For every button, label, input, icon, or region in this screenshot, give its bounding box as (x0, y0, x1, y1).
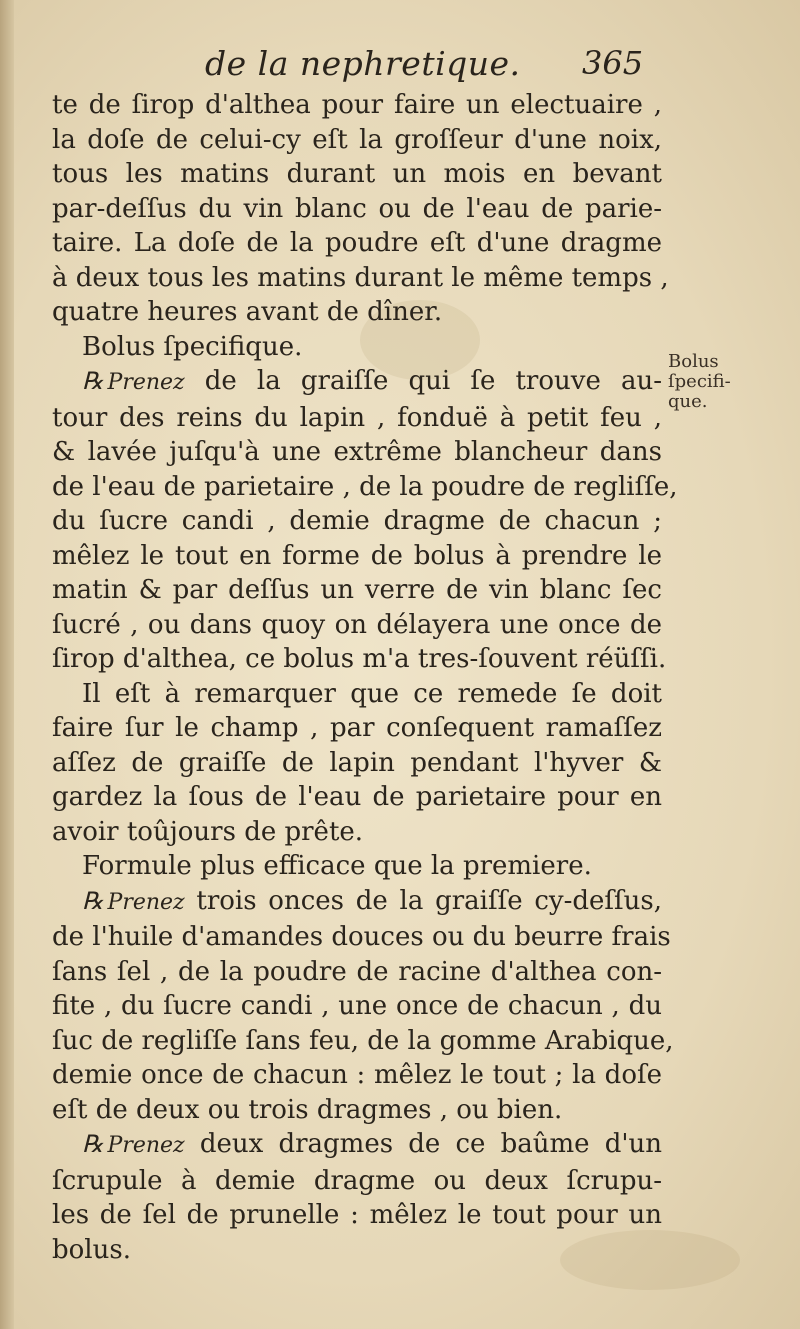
text-line (52, 677, 662, 712)
text-line (52, 608, 662, 643)
line-text: par-deſſus du vin blanc ou de l'eau de parie- (52, 193, 662, 224)
text-line (52, 642, 667, 677)
text-line (52, 1233, 662, 1268)
text-line (52, 261, 669, 296)
line-text: de l'huile d'amandes douces ou du beurre frais (52, 922, 671, 952)
line-text: Il eſt à remarquer que ce remede ſe doit (82, 678, 662, 709)
line-text: les de ſel de prunelle : mêlez le tout pour un (52, 1200, 662, 1230)
text-line (52, 955, 662, 990)
margin-note (668, 352, 738, 412)
line-text: à deux tous les matins durant le même temps , (52, 262, 669, 293)
text-line (52, 295, 662, 330)
line-text: tour des reins du lapin , fonduë à petit feu , (52, 402, 662, 433)
line-text: ſans ſel , de la poudre de racine d'althea con- (52, 956, 662, 987)
text-line (52, 88, 662, 123)
line-text: ſcrupule à demie dragme ou deux ſcrupu- (52, 1165, 662, 1196)
recipe-symbol-icon: ℞ (82, 367, 104, 395)
line-text: Bolus ſpecifique. (82, 331, 303, 362)
line-text: mêlez le tout en forme de bolus à prendre le (52, 540, 662, 571)
line-text: demie once de chacun : mêlez le tout ; la doſe (52, 1060, 662, 1090)
text-line (52, 364, 662, 401)
page-number: 365 (582, 44, 644, 82)
line-text: faire ſur le champ , par conſequent ramaſſez (52, 713, 662, 743)
text-line (52, 192, 662, 227)
text-line (52, 780, 662, 815)
recipe-word: Prenez (107, 889, 185, 915)
text-line (52, 226, 662, 261)
line-text: ſucré , ou dans quoy on délayera une once de (52, 609, 662, 640)
line-text: gardez la ſous de l'eau de parietaire pour en (52, 782, 662, 812)
line-text: matin & par deſſus un verre de vin blanc ſec (52, 575, 662, 605)
margin-note-line: Bolus (668, 351, 719, 372)
text-line (52, 1058, 662, 1093)
text-line (52, 989, 662, 1024)
margin-note-line: que. (668, 391, 708, 412)
text-line (52, 711, 662, 746)
text-line (52, 746, 662, 781)
text-line (52, 157, 662, 192)
text-line (52, 920, 671, 955)
text-line (52, 539, 662, 574)
line-text: Formule plus efficace que la premiere. (82, 851, 592, 881)
line-text: la doſe de celui-cy eſt la groſſeur d'une noix, (52, 124, 662, 155)
recipe-symbol-icon: ℞ (82, 886, 104, 915)
text-line (52, 573, 662, 608)
running-title: de la nephretique. (205, 44, 521, 83)
text-line (52, 123, 662, 158)
recipe-symbol-icon: ℞ (82, 1130, 104, 1158)
line-text: du ſucre candi , demie dragme de chacun ; (52, 506, 662, 536)
line-text: trois onces de la graiſſe cy-deſſus, (184, 885, 662, 916)
line-text: bolus. (52, 1234, 131, 1265)
body-text (52, 88, 678, 1267)
margin-note-line: ſpecifi- (668, 371, 731, 392)
line-text: aſſez de graiſſe de lapin pendant l'hyver & (52, 747, 662, 778)
line-text: de la graiſſe qui ſe trouve au- (184, 366, 662, 396)
text-line (52, 504, 662, 539)
line-text: de l'eau de parietaire , de la poudre de regliſſe, (52, 471, 678, 502)
line-text: avoir toûjours de prête. (52, 816, 364, 847)
line-text: deux dragmes de ce baûme d'un (184, 1129, 662, 1159)
line-text: ſuc de regliſſe ſans feu, de la gomme Arabique, (52, 1025, 674, 1056)
text-line (52, 470, 678, 505)
line-text: quatre heures avant de dîner. (52, 297, 443, 327)
line-text: te de ſirop d'althea pour faire un electuaire , (52, 90, 662, 120)
text-line (52, 435, 662, 470)
line-text: tous les matins durant un mois en bevant (52, 159, 662, 189)
text-line (52, 1198, 662, 1233)
line-text: taire. La doſe de la poudre eſt d'une dragme (52, 228, 662, 258)
recipe-word: Prenez (107, 1133, 185, 1158)
text-line (52, 1024, 674, 1059)
text-line (52, 1093, 662, 1128)
line-text: ſirop d'althea, ce bolus m'a tres-ſouvent réüſſi. (52, 644, 667, 674)
recipe-word: Prenez (107, 370, 185, 395)
page-spine-shadow (0, 0, 14, 1329)
text-line (52, 815, 662, 850)
line-text: eſt de deux ou trois dragmes , ou bien. (52, 1094, 563, 1125)
text-line (52, 1164, 662, 1199)
section-heading (52, 330, 662, 365)
section-heading (52, 849, 662, 884)
text-line (52, 884, 662, 921)
page-header (0, 44, 800, 90)
line-text: & lavée juſqu'à une extrême blancheur dans (52, 437, 662, 467)
text-line (52, 1127, 662, 1164)
line-text: fite , du ſucre candi , une once de chacun , du (52, 991, 662, 1021)
text-line (52, 401, 662, 436)
